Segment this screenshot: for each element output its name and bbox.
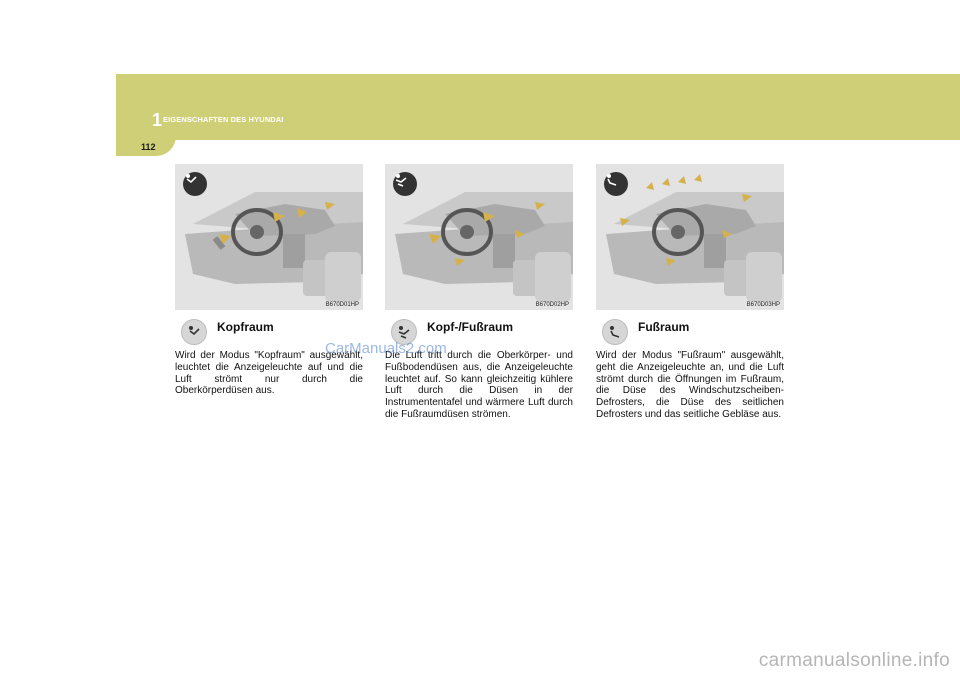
figure-code: B670D01HP [325, 302, 359, 308]
dashboard-illustration [385, 164, 573, 310]
airflow-face-icon [181, 319, 207, 345]
chapter-title: EIGENSCHAFTEN DES HYUNDAI [163, 115, 284, 124]
section-kopfraum [175, 164, 365, 397]
page-number: 112 [141, 142, 156, 152]
chapter-number: 1 [152, 110, 163, 130]
header-band [116, 74, 960, 140]
section-kopf-fussraum [385, 164, 575, 421]
section-fussraum [596, 164, 786, 421]
dashboard-illustration [596, 164, 784, 310]
section-body: Wird der Modus "Fußraum" ausgewählt, geht die Anzeigeleuchte an, und die Luft strömt durch die Öffnungen im Fußraum, die Düse des Windschutzscheiben-Defrosters, die Düse des seitlichen Defrosters und das seitliche Gebläse aus. [596, 350, 784, 420]
airflow-mode-icon [604, 172, 628, 196]
section-heading [596, 316, 786, 350]
section-body: Die Luft tritt durch die Oberkörper- und Fußbodendüsen aus, die Anzeigeleuchte leuchtet auf. So kann gleichzeitig kühlere Luft durch die Düsen in der Instrumententafel und wärmere Luft durch die Fußraumdüsen strömen. [385, 350, 573, 420]
section-title: Fußraum [638, 320, 690, 334]
airflow-floor-icon [602, 319, 628, 345]
footer-watermark: carmanualsonline.info [758, 650, 950, 671]
figure-code: B670D03HP [746, 302, 780, 308]
airflow-mode-icon [183, 172, 207, 196]
watermark: CarManuals2.com [325, 340, 447, 357]
section-body: Wird der Modus "Kopfraum" ausgewählt, leuchtet die Anzeigeleuchte auf und die Luft strömt nur durch die Oberkörperdüsen aus. [175, 350, 363, 397]
section-title: Kopf-/Fußraum [427, 320, 513, 334]
figure-code: B670D02HP [535, 302, 569, 308]
dashboard-illustration [175, 164, 363, 310]
section-title: Kopfraum [217, 320, 274, 334]
airflow-mode-icon [393, 172, 417, 196]
